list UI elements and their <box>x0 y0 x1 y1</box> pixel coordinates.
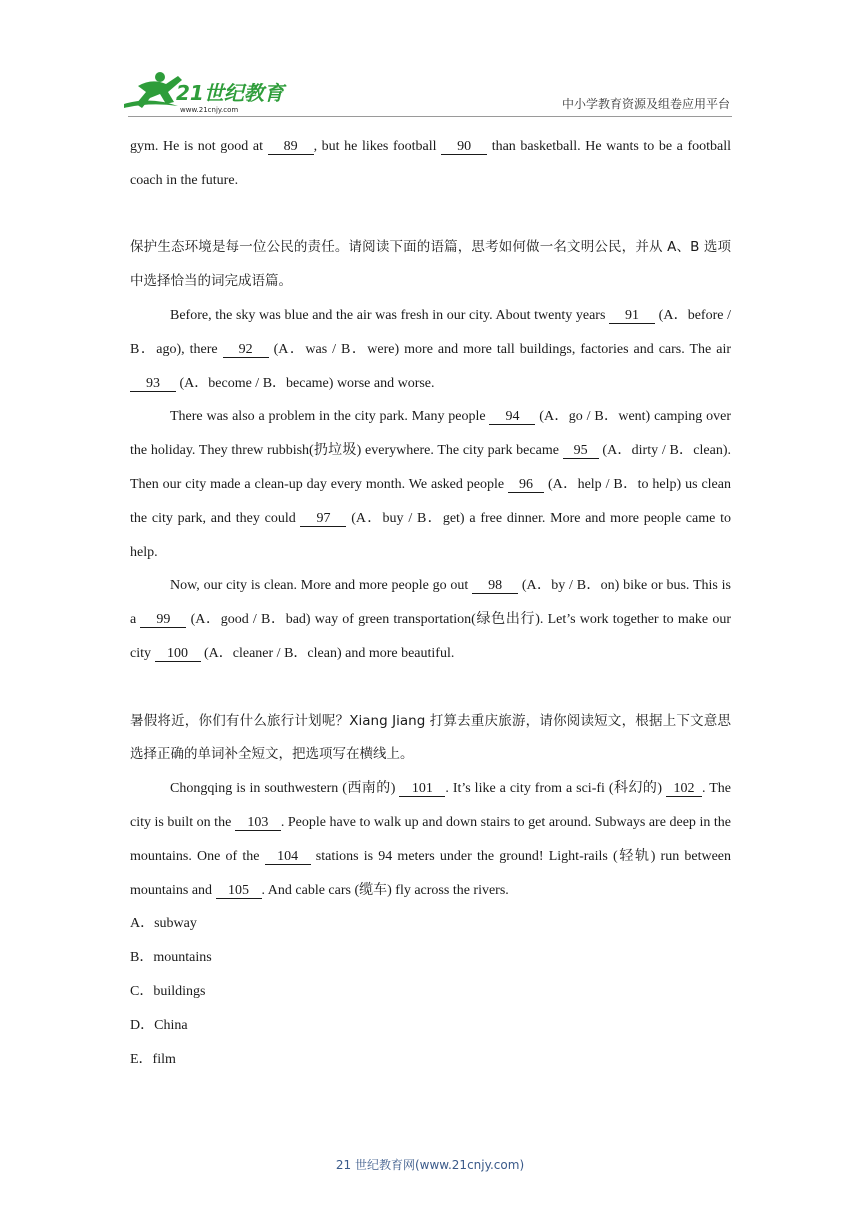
logo-text: 21世纪教育 <box>176 81 284 105</box>
blank-91: 91 <box>609 308 655 324</box>
passage1-tail: gym. He is not good at 89 , but he likes football 90 than basketball. He wants to be a football coach in the future. <box>130 139 732 188</box>
page-header <box>0 0 860 120</box>
blank-103: 103 <box>235 815 281 831</box>
blank-105: 105 <box>216 883 262 899</box>
option-a: A．subway <box>130 916 197 932</box>
brand-logo <box>120 68 320 116</box>
blank-89: 89 <box>268 139 314 155</box>
option-e: E．film <box>130 1051 176 1067</box>
section2-paragraph-1: Before, the sky was blue and the air was fresh in our city. About twenty years 91 (A．before / B．ago), there 92 (A．was / B．were) more and more tall buildings, factories and cars. The air 93 (A．become / B．became) worse and worse. <box>130 307 731 391</box>
blank-101: 101 <box>399 781 445 797</box>
blank-104: 104 <box>265 849 311 865</box>
section2-paragraph-3: Now, our city is clean. More and more people go out 98 (A．by / B．on) bike or bus. This is a 99 (A．good / B．bad) way of green transportation(绿色出行). Let’s work together to make our city 100 (A．cleaner / B．clean) and more beautiful. <box>130 578 731 661</box>
page-footer[interactable]: 21 世纪教育网(www.21cnjy.com) <box>335 1158 525 1172</box>
blank-95: 95 <box>563 443 599 459</box>
section2-paragraph-2: There was also a problem in the city park. Many people 94 (A．go / B．went) camping over the holiday. They threw rubbish(扔垃圾) everywhere. The city park became 95 (A．dirty / B．clean). Then our city made a clean-up day every month. We asked people 96 (A．help / B．to help) us clean the city park, and they could 97 (A．buy / B．get) a free dinner. More and more people came to help. <box>130 409 731 560</box>
option-c: C．buildings <box>130 983 206 999</box>
option-d: D．China <box>130 1017 188 1033</box>
blank-90: 90 <box>441 139 487 155</box>
section2-instruction: 保护生态环境是每一位公民的责任。请阅读下面的语篇，思考如何做一名文明公民，并从 A、B 选项中选择恰当的词完成语篇。 <box>130 239 731 290</box>
blank-94: 94 <box>489 409 535 425</box>
logo-url-text: www.21cnjy.com <box>180 106 239 114</box>
header-tagline: 中小学教育资源及组卷应用平台 <box>561 97 730 111</box>
header-divider <box>128 116 732 117</box>
blank-92: 92 <box>223 342 269 358</box>
blank-99: 99 <box>140 612 186 628</box>
blank-93: 93 <box>130 376 176 392</box>
section3-instruction: 暑假将近，你们有什么旅行计划呢？Xiang Jiang 打算去重庆旅游，请你阅读短文，根据上下文意思选择正确的单词补全短文，把选项写在横线上。 <box>130 712 731 763</box>
option-b: B．mountains <box>130 950 212 966</box>
blank-102: 102 <box>666 781 702 797</box>
section3-paragraph: Chongqing is in southwestern (西南的) 101 . It’s like a city from a sci-fi (科幻的) 102 . The city is built on the 103 . People have to walk up and down stairs to get around. Subways are deep in the mountains. One of the 104 stations is 94 meters under the ground! Light-rails (轻轨) run between mountains and 105 . And cable cars (缆车) fly across the rivers. <box>130 781 732 898</box>
blank-96: 96 <box>508 477 544 493</box>
document-body <box>130 130 731 1076</box>
blank-98: 98 <box>472 578 518 594</box>
blank-97: 97 <box>300 511 346 527</box>
blank-100: 100 <box>155 646 201 662</box>
